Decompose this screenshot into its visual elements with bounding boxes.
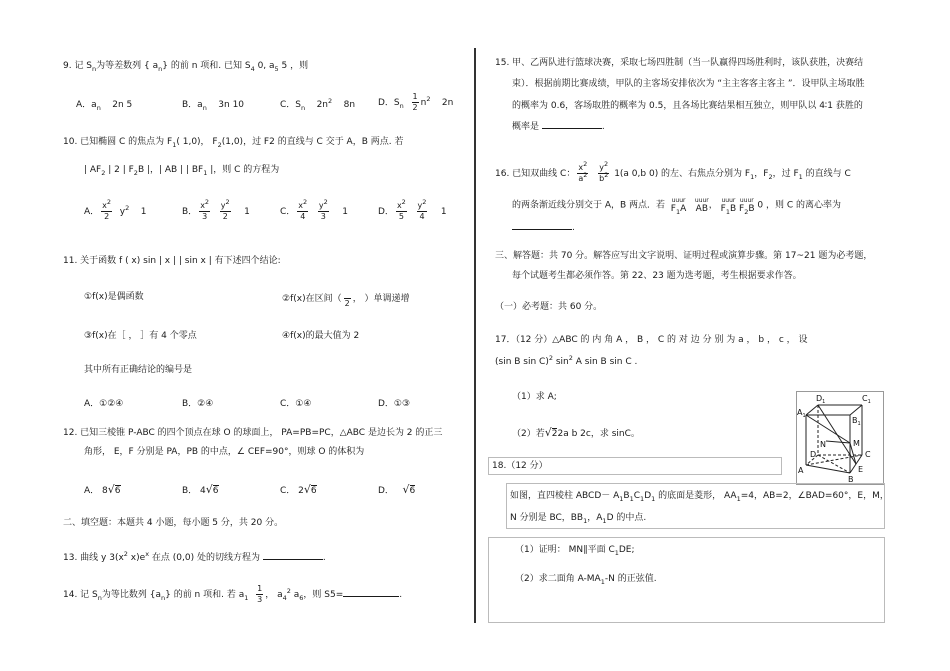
column-divider: [474, 48, 476, 623]
q18-stem-line2: N 分别是 BC，$BB_1$，$A_1D$ 的中点.: [510, 513, 647, 525]
section-3-instructions: 每个试题考生都必须作答。第 22、23 题为选考题，考生根据要求作答。: [512, 271, 802, 281]
section-2-heading: 二、填空题：本题共 4 小题，每小题 5 分，共 20 分。: [63, 518, 284, 528]
q11-stem: 11. 关于函数 f ( x) sin | x | | sin x | 有下述四个结论:: [63, 256, 281, 266]
q18-part-1: （1）证明： MN∥平面 $C_1DE$;: [515, 545, 635, 557]
fig-label-c1: $C_1$: [862, 394, 871, 405]
fig-label-m: M: [853, 439, 860, 448]
section-3-subheading: （一）必考题：共 60 分。: [495, 302, 603, 312]
q11-option-d: D．①③: [378, 399, 411, 409]
q9-option-c: C．$S_n$ $2n^2$ 8n: [280, 97, 356, 112]
q11-option-c: C．①④: [280, 399, 312, 409]
fig-label-a1: $A_1$: [797, 408, 806, 419]
q12-option-c: C． 2√6: [280, 483, 317, 496]
q9-option-a: A．$a_n$ 2n 5: [76, 100, 133, 112]
q16-answer-line: .: [512, 222, 575, 234]
q11-conclusion-2: ②f(x)在区间（ 2 ， ）单调递增: [282, 288, 410, 309]
q14-answer-blank[interactable]: [343, 596, 399, 597]
q10-option-b: B． $\frac{x^2}{3}$ $\frac{y^2}{2}$ 1: [182, 198, 250, 221]
fig-label-d1: $D_1$: [816, 394, 826, 405]
q16-answer-blank[interactable]: [512, 229, 572, 230]
section-3-heading: 三、解答题：共 70 分。解答应写出文字说明、证明过程或演算步骤。第 17~21 题为必考题，: [495, 251, 873, 261]
q10-condition: | $AF_2$ | 2 | $F_2B$ |，| AB | | $BF_1$ |，则 C 的方程为: [84, 165, 280, 177]
q10-option-d: D． $\frac{x^2}{5}$ $\frac{y^2}{4}$ 1: [378, 198, 447, 221]
q18-part-2: （2）求二面角 $A-MA_1-N$ 的正弦值.: [515, 574, 657, 586]
q15-line3: 的概率为 0.6，客场取胜的概率为 0.5，且各场比赛结果相互独立，则甲队以 4∶1 获胜的: [512, 101, 863, 111]
q18-stem: 如图，直四棱柱 ABCD－ $A_1B_1C_1D_1$ 的底面是菱形， $AA_1=4$，AB=2，∠BAD=60°，E，M，: [510, 491, 889, 503]
q9-option-d: D．$S_n$ $\frac{1}{2}$ $n^2$ 2n: [378, 92, 454, 112]
right-column: [477, 0, 950, 671]
fig-label-a: A: [798, 466, 804, 475]
q12-option-d: D． √6: [378, 483, 416, 496]
q12-stem: 12. 已知三棱锥 P-ABC 的四个顶点在球 O 的球面上， PA=PB=PC，△ABC 是边长为 2 的正三: [63, 428, 443, 438]
prism-figure: [796, 391, 884, 485]
fig-label-b: B: [848, 475, 854, 484]
fig-label-n: N: [820, 440, 826, 449]
q17-part-2: （2）若√22a b 2c，求 sinC。: [512, 426, 640, 439]
q10-stem: 10. 已知椭圆 C 的焦点为 $F_1$( 1,0)， $F_2(1,0)$，过 F2 的直线与 C 交于 A，B 两点. 若: [63, 137, 404, 149]
left-column: [0, 0, 470, 671]
fig-label-e: E: [858, 465, 864, 474]
q13-stem: 13. 曲线 y $3(x^2$ $x)e^x$ 在点 (0,0) 处的切线方程为 .: [63, 550, 326, 563]
q18-title: 18.（12 分）: [492, 461, 548, 471]
q15-answer-blank[interactable]: [542, 128, 602, 129]
q12-stem-line2: 角形， E，F 分别是 PA，PB 的中点，∠ CEF=90°，则球 O 的体积为: [84, 447, 365, 457]
q16-stem: 16. 已知双曲线 C： $\frac{x^2}{a^2}$ $\frac{y^2}{b^2}$ 1(a 0,b 0) 的左、右焦点分别为 $F_1$，$F_2$，过 $F_1$ 的直线与 C: [495, 160, 851, 183]
fig-label-d: D: [810, 450, 817, 459]
q9-option-b: B．$a_n$ 3n 10: [182, 100, 245, 112]
q11-conclusion-1: ①f(x)是偶函数: [84, 292, 144, 302]
q11-option-b: B．②④: [182, 399, 214, 409]
q11-option-a: A．①②④: [84, 399, 124, 409]
q13-answer-blank[interactable]: [263, 559, 323, 560]
q11-prompt: 其中所有正确结论的编号是: [84, 365, 193, 375]
q15-line1: 15. 甲、乙两队进行篮球决赛，采取七场四胜制（当一队赢得四场胜利时，该队获胜，决赛结: [495, 58, 864, 68]
q12-option-a: A． 8√6: [84, 483, 121, 496]
q11-conclusion-3: ③f(x)在［ ， ］有 4 个零点: [84, 331, 197, 341]
q15-line2: 束）．根据前期比赛成绩，甲队的主客场安排依次为 “主主客客主客主 ”．设甲队主场取胜: [512, 79, 865, 89]
q10-option-a: A． $\frac{x^2}{2}$ $y^2$ 1: [84, 198, 147, 221]
q16-condition: 的两条渐近线分别交于 A，B 两点．若 uuur $F_1A$ uuur AB， uuur $F_1B$ uuur $F_2B$ 0 ，则 C 的离心率为: [512, 197, 842, 216]
fig-label-c: C: [865, 450, 871, 459]
q17-part-1: （1）求 A;: [512, 392, 557, 402]
q17-equation: (sin B sin C)$^2$ $\sin^2 A$ sin B sin C .: [495, 354, 638, 367]
q15-line4: 概率是 .: [512, 122, 605, 132]
q14-stem: 14. 记 $S_n$为等比数列 $\{a_n\}$ 的前 n 项和. 若 $a_1$ $\frac{1}{3}$ ， $a_4^2$ $a_6$，则 S5= .: [63, 584, 403, 604]
fig-label-b1: $B_1$: [852, 416, 861, 427]
q11-conclusion-4: ④f(x)的最大值为 2: [282, 331, 360, 341]
q9-stem: 9. 记 $S_n$为等差数列 { $a_n$} 的前 n 项和. 已知 $S_4$ 0, $a_5$ 5 ，则: [63, 61, 309, 73]
q12-option-b: B． 4√6: [182, 483, 219, 496]
q10-option-c: C． $\frac{x^2}{4}$ $\frac{y^2}{3}$ 1: [280, 198, 348, 221]
q17-stem: 17．（12 分）△ABC 的 内 角 A ， B ， C 的 对 边 分 别 为 a ， b ， c ， 设: [495, 335, 808, 345]
